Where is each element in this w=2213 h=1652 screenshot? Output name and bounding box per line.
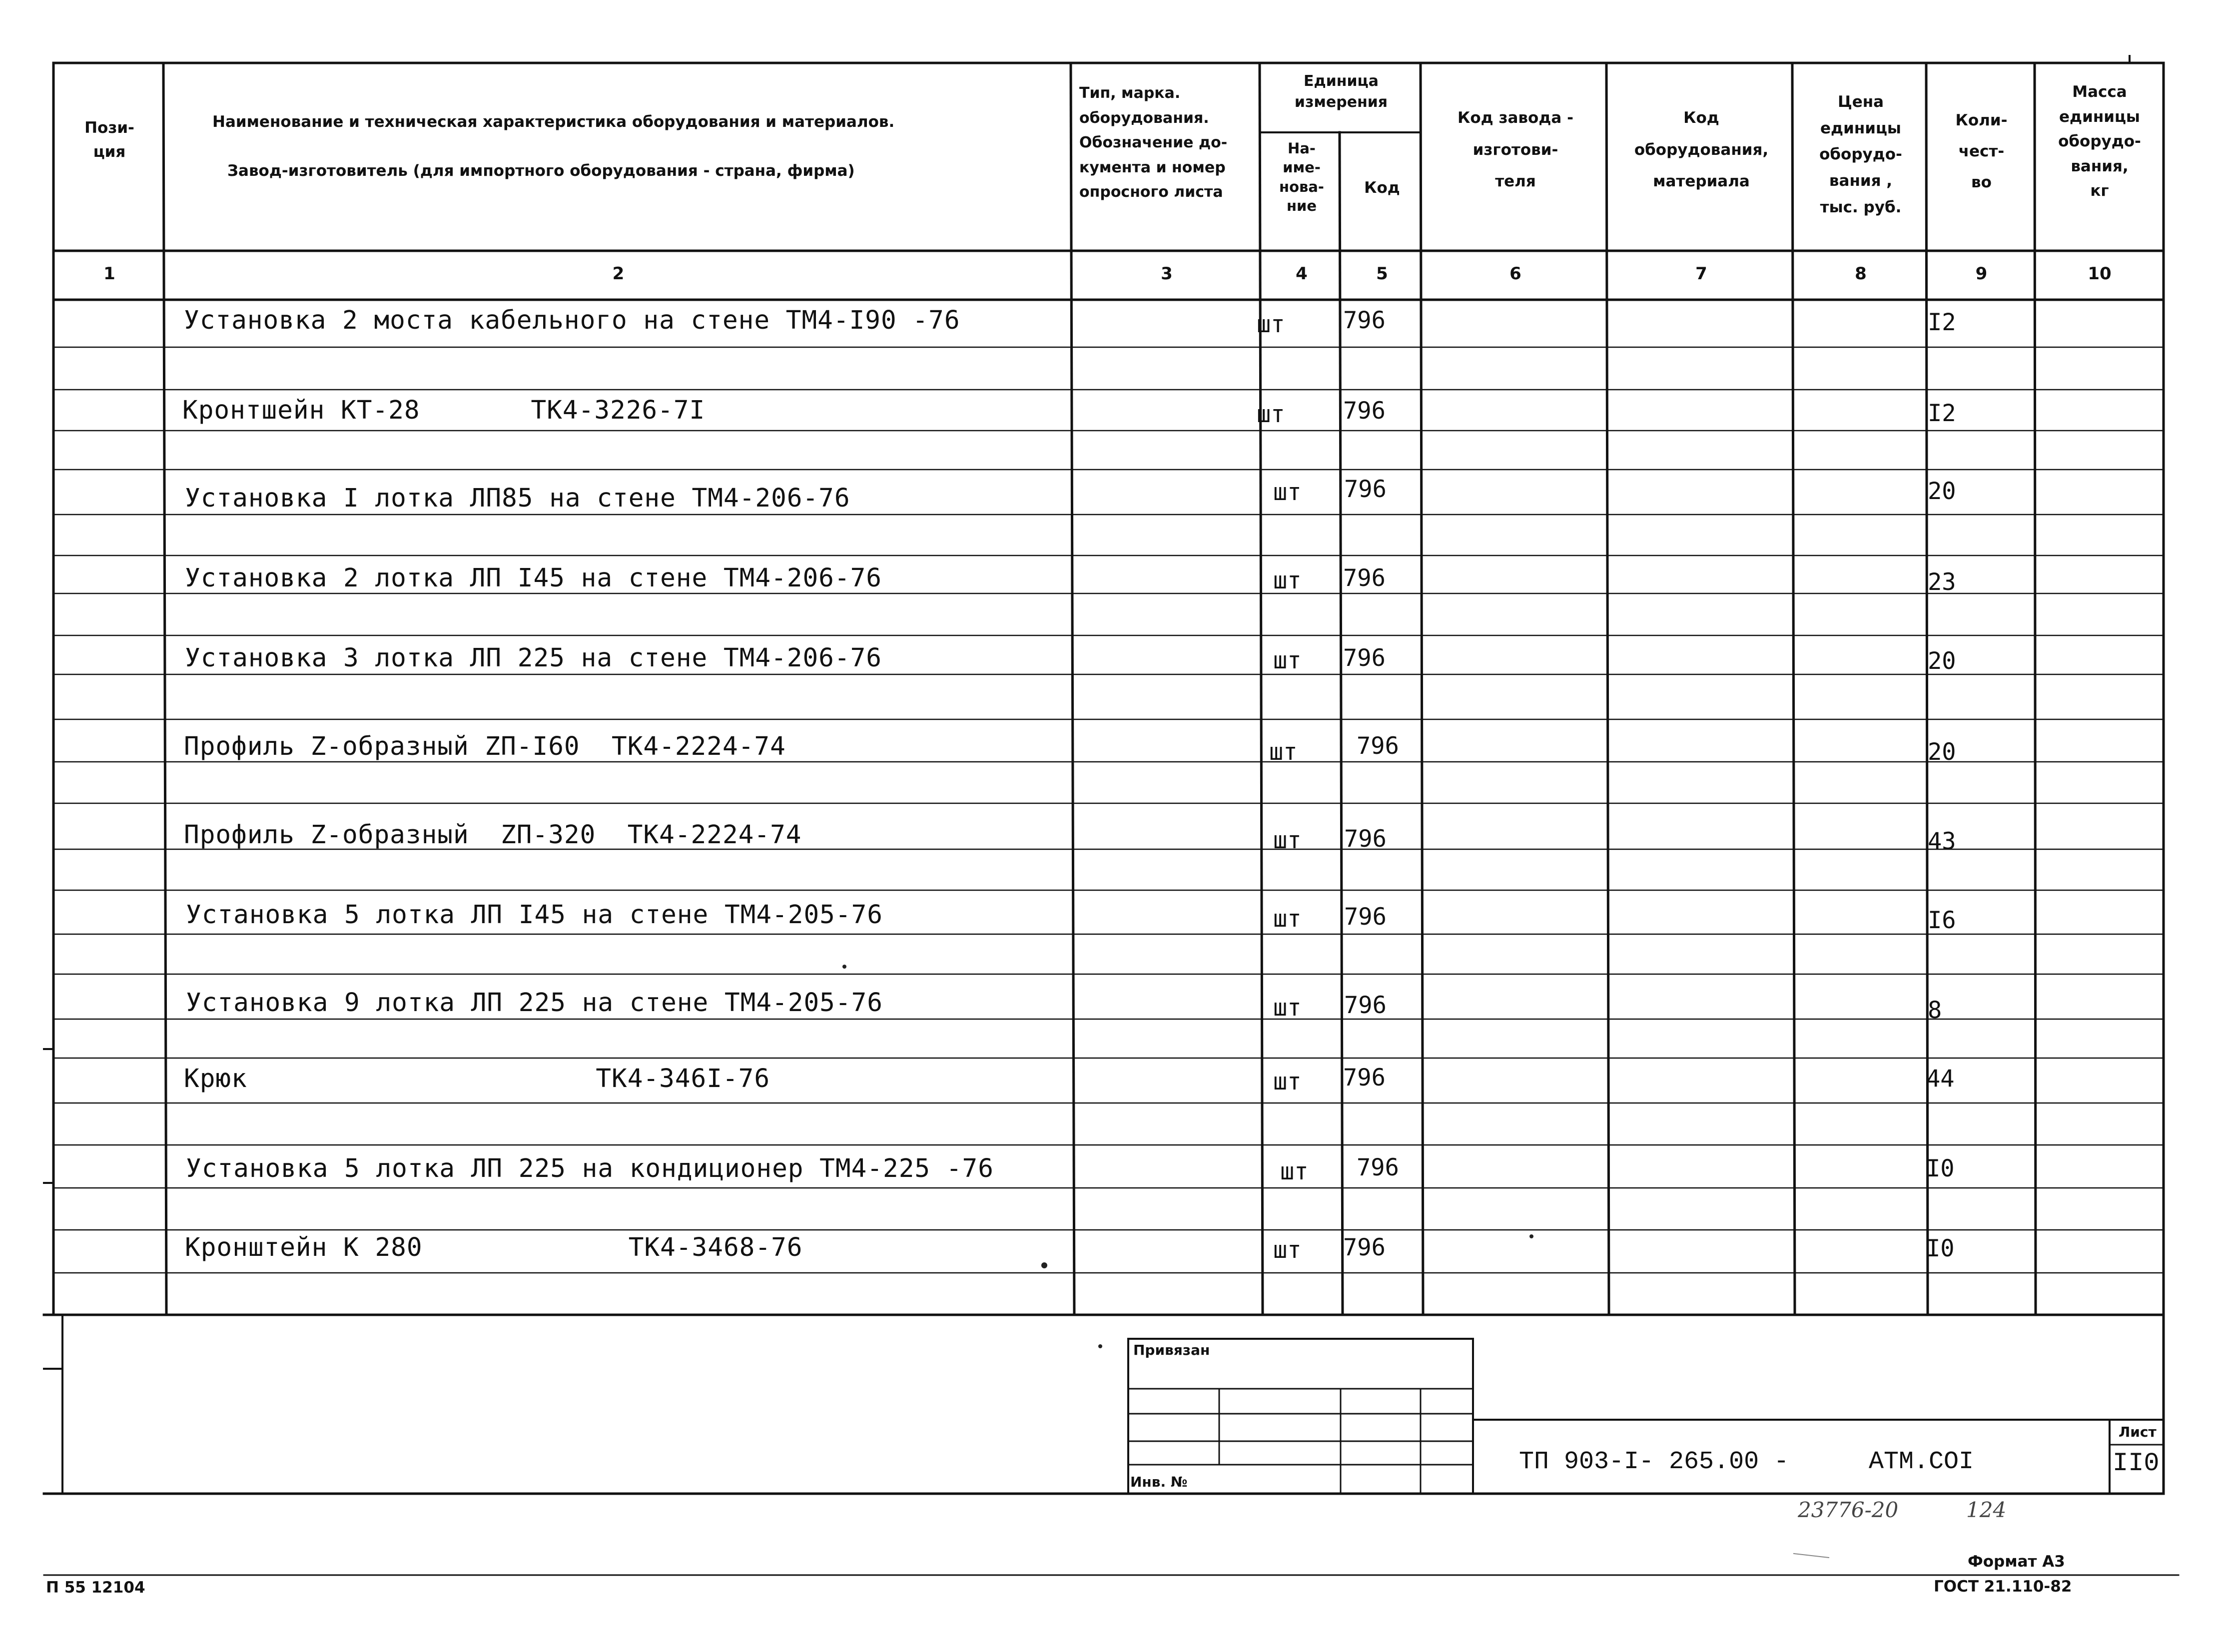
- row-code: 796: [1344, 992, 1387, 1019]
- row-unit: шт: [1273, 567, 1302, 594]
- row-qty: I2: [1928, 309, 1956, 336]
- row-name: Крюк ТК4-346I-76: [184, 1064, 770, 1094]
- header-unit-code: Код: [1364, 179, 1400, 197]
- column-number-5: 5: [1376, 264, 1388, 284]
- row-code: 796: [1344, 825, 1387, 853]
- row-code: 796: [1343, 1234, 1386, 1261]
- column-number-2: 2: [612, 264, 625, 284]
- row-unit: шт: [1273, 647, 1302, 674]
- column-number-10: 10: [2088, 264, 2112, 284]
- row-qty: 20: [1928, 738, 1956, 766]
- row-name: Установка 2 моста кабельного на стене ТМ4-I90 -76: [184, 306, 960, 335]
- row-qty: I6: [1928, 907, 1956, 934]
- row-unit: шт: [1273, 1068, 1302, 1096]
- row-unit: шт: [1273, 994, 1302, 1022]
- row-qty: I0: [1926, 1155, 1955, 1182]
- row-unit: шт: [1280, 1158, 1309, 1185]
- footer-form-code: П 55 12104: [46, 1579, 145, 1597]
- row-qty: I0: [1926, 1235, 1955, 1262]
- footer-gost: ГОСТ 21.110-82: [1934, 1578, 2072, 1596]
- document-code: ТП 903-I- 265.00 -: [1519, 1448, 1789, 1476]
- row-unit: шт: [1273, 827, 1302, 854]
- row-unit: шт: [1273, 905, 1302, 933]
- row-qty: 20: [1928, 478, 1956, 505]
- row-name: Установка 9 лотка ЛП 225 на стене ТМ4-205-76: [186, 988, 883, 1018]
- handwritten-number: 124: [1966, 1498, 2007, 1522]
- header-equipment-code: Код оборудования, материала: [1634, 109, 1769, 191]
- header-price: Цена единицы оборудо- вания , тыс. руб.: [1819, 93, 1902, 216]
- row-unit: шт: [1257, 311, 1285, 338]
- row-qty: 43: [1928, 828, 1956, 855]
- header-maker-code: Код завода - изготови- теля: [1458, 109, 1573, 191]
- column-number-3: 3: [1161, 264, 1173, 284]
- header-position: Пози- ция: [84, 119, 134, 161]
- column-number-7: 7: [1695, 264, 1707, 284]
- row-name: Профиль Z-образный ZП-320 ТК4-2224-74: [184, 820, 802, 850]
- row-code: 796: [1357, 732, 1399, 760]
- row-name: Установка I лотка ЛП85 на стене ТМ4-206-76: [185, 484, 850, 513]
- row-code: 796: [1344, 903, 1387, 931]
- row-qty: 8: [1928, 997, 1942, 1024]
- row-qty: 20: [1928, 647, 1956, 675]
- row-name: Установка 3 лотка ЛП 225 на стене ТМ4-206-76: [185, 643, 882, 673]
- column-number-6: 6: [1509, 264, 1521, 284]
- document-suffix: АТМ.СОI: [1869, 1448, 1974, 1476]
- header-name-line2: Завод-изготовитель (для импортного оборудования - страна, фирма): [227, 162, 855, 180]
- sheet-label: Лист: [2119, 1424, 2157, 1440]
- footer-format: Формат А3: [1968, 1553, 2065, 1571]
- row-name: Установка 5 лотка ЛП I45 на стене ТМ4-205-76: [186, 900, 883, 930]
- row-code: 796: [1343, 397, 1386, 425]
- header-mass: Масса единицы оборудо- вания, кг: [2058, 83, 2141, 200]
- row-unit: шт: [1257, 401, 1285, 428]
- stamp-inv-number: Инв. №: [1130, 1474, 1188, 1490]
- row-unit: шт: [1273, 479, 1302, 506]
- row-unit: шт: [1273, 1236, 1302, 1264]
- row-qty: I2: [1928, 400, 1956, 427]
- column-number-1: 1: [103, 264, 115, 284]
- header-type-mark: Тип, марка. оборудования. Обозначение до- кумента и номер опросного листа: [1079, 84, 1228, 201]
- row-code: 796: [1343, 307, 1386, 334]
- row-qty: 44: [1926, 1065, 1955, 1093]
- header-quantity: Коли- чест- во: [1955, 111, 2008, 191]
- header-name-line1: Наименование и техническая характеристика оборудования и материалов.: [212, 113, 895, 131]
- row-name: Установка 5 лотка ЛП 225 на кондиционер ТМ4-225 -76: [186, 1154, 994, 1183]
- row-code: 796: [1357, 1154, 1399, 1181]
- handwritten-inventory: 23776-20: [1798, 1498, 1899, 1522]
- row-code: 796: [1343, 564, 1386, 592]
- header-unit-name: На- име- нова- ние: [1279, 140, 1324, 214]
- row-qty: 23: [1928, 568, 1956, 596]
- column-number-4: 4: [1296, 264, 1308, 284]
- stamp-privyazan: Привязан: [1133, 1342, 1210, 1358]
- column-number-8: 8: [1855, 264, 1867, 284]
- row-name: Кронтшейн КТ-28 ТК4-3226-7I: [182, 396, 706, 425]
- row-code: 796: [1343, 644, 1386, 672]
- row-code: 796: [1344, 476, 1387, 503]
- row-unit: шт: [1269, 738, 1298, 766]
- row-code: 796: [1343, 1064, 1386, 1092]
- column-number-9: 9: [1975, 264, 1988, 284]
- row-name: Профиль Z-образный ZП-I60 ТК4-2224-74: [184, 732, 786, 761]
- row-name: Кронштейн К 280 ТК4-3468-76: [185, 1233, 803, 1262]
- sheet-number: II0: [2113, 1449, 2160, 1478]
- row-name: Установка 2 лотка ЛП I45 на стене ТМ4-206-76: [185, 563, 882, 593]
- header-unit-measure: Единица измерения: [1294, 72, 1388, 111]
